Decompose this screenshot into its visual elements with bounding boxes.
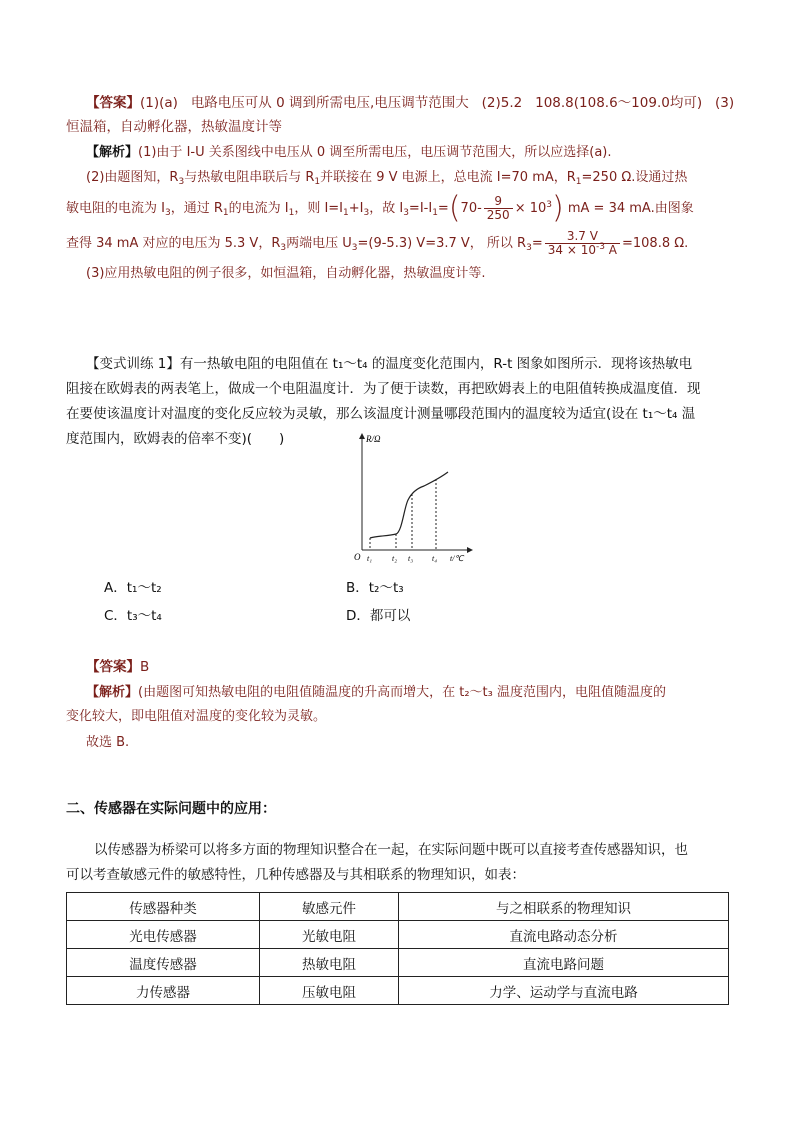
- section-2-paragraph: [66, 838, 736, 888]
- variant-line3: 在要使该温度计对温度的变化反应较为灵敏，那么该温度计测量哪段范围内的温度较为适宜(设在 t₁～t₄ 温: [66, 406, 696, 422]
- table-cell: 压敏电阻: [260, 977, 399, 1005]
- table-header-cell: 与之相联系的物理知识: [399, 893, 729, 921]
- answer-part3-num: (3): [714, 95, 735, 111]
- section-2-para2: 可以考查敏感元件的敏感特性，几种传感器及与其相联系的物理知识，如表：: [66, 867, 525, 883]
- variant-line2: 阻接在欧姆表的两表笔上，做成一个电阻温度计．为了便于读数，再把欧姆表上的电阻值转换成温度值．现: [66, 381, 701, 397]
- analysis-1-p4: 查得 34 mA 对应的电压为 5.3 V，$R_3$两端电压 $U_3=(9-5.3)$ V=3.7 V， 所以 $R_3=$ $\frac{3.7 V}{34 \times 10^{-3} A}$ =108.8 Ω.: [66, 229, 689, 257]
- analysis-1-p5: (3)应用热敏电阻的例子很多，如恒温箱，自动孵化器，热敏温度计等.: [86, 266, 486, 281]
- tick-t2: t₂: [392, 554, 398, 563]
- r-t-chart: [336, 428, 476, 568]
- table-header-cell: 传感器种类: [67, 893, 260, 921]
- sensor-table: [66, 892, 729, 1005]
- table-header-row: [67, 893, 729, 921]
- variant-line4: 度范围内，欧姆表的倍率不变)( ): [66, 431, 285, 447]
- answer-tag: 【答案】: [86, 95, 140, 111]
- table-row: [67, 977, 729, 1005]
- table-cell: 力学、运动学与直流电路: [399, 977, 729, 1005]
- analysis-1-p2: (2)由题图知，$R_3$与热敏电阻串联后与 $R_1$并联接在 9 V 电源上，总电流 I=70 mA，$R_1=250$ Ω.设通过热: [86, 170, 688, 187]
- origin-label: O: [354, 552, 361, 562]
- answer-part3-text: 恒温箱，自动孵化器，热敏温度计等: [66, 119, 282, 135]
- option-b: B．t₂～t₃: [346, 580, 404, 596]
- table-cell: 光敏电阻: [260, 921, 399, 949]
- analysis-2: [66, 682, 736, 754]
- variant-line1: 【变式训练 1】有一热敏电阻的电阻值在 t₁～t₄ 的温度变化范围内，R-t 图象如图所示．现将该热敏电: [86, 356, 693, 372]
- option-a: A．t₁～t₂: [104, 580, 162, 596]
- table-cell: 热敏电阻: [260, 949, 399, 977]
- answer-1: [86, 92, 736, 114]
- answer-1-line2: [66, 116, 716, 138]
- answer-part2-value: 108.8(108.6～109.0均可): [535, 95, 703, 111]
- table-header-cell: 敏感元件: [260, 893, 399, 921]
- tick-t1: t₁: [367, 554, 373, 563]
- answer-part1: (1)(a): [140, 95, 178, 111]
- analysis-2-line1: 【解析】(由题图可知热敏电阻的电阻值随温度的升高而增大，在 t₂～t₃ 温度范围内，电阻值随温度的: [86, 685, 666, 700]
- answer-part1-reason: 电路电压可从 0 调到所需电压,电压调节范围大: [190, 95, 469, 111]
- table-cell: 温度传感器: [67, 949, 260, 977]
- y-axis-label: R/Ω: [366, 434, 381, 444]
- analysis-2-line2: 变化较大，即电阻值对温度的变化较为灵敏。: [66, 709, 327, 724]
- fraction-9-over-250: $\frac{9}{250}$: [484, 195, 513, 222]
- section-2-para1: 以传感器为桥梁可以将多方面的物理知识整合在一起，在实际问题中既可以直接考查传感器知识，也: [94, 842, 688, 858]
- answer-part2: (2)5.2: [481, 95, 523, 111]
- fraction-3-7-over-34e-3: $\frac{3.7 V}{34 \times 10^{-3} A}$: [545, 230, 620, 257]
- table-row: [67, 949, 729, 977]
- analysis-2-line3: 故选 B.: [86, 735, 130, 750]
- analysis-1-p3: 敏电阻的电流为 $I_3$，通过 $R_1$的电流为 $I_1$，则 $I=I_1+I_3$，故 $I_3=I-I_1=(70-$ $\frac{9}{250}$ × $10^3$) mA = 34 mA.由图象: [66, 190, 694, 226]
- table-cell: 光电传感器: [67, 921, 260, 949]
- section-2-title: 二、传感器在实际问题中的应用：: [66, 801, 276, 817]
- answer-2: [86, 656, 736, 678]
- table-row: [67, 921, 729, 949]
- table-cell: 力传感器: [67, 977, 260, 1005]
- tick-t3: t₃: [408, 554, 414, 563]
- table-cell: 直流电路动态分析: [399, 921, 729, 949]
- answer-2-tag: 【答案】: [86, 659, 140, 675]
- analysis-1: [66, 142, 746, 285]
- answer-2-value: B: [140, 659, 150, 675]
- table-cell: 直流电路问题: [399, 949, 729, 977]
- option-c: C．t₃～t₄: [104, 608, 162, 624]
- analysis-1-p1: 【解析】(1)由于 I-U 关系图线中电压从 0 调至所需电压，电压调节范围大，所以应选择(a).: [86, 145, 612, 160]
- tick-t4: t₄: [432, 554, 438, 563]
- option-d: D．都可以: [346, 608, 411, 624]
- x-axis-label: t/℃: [450, 554, 464, 563]
